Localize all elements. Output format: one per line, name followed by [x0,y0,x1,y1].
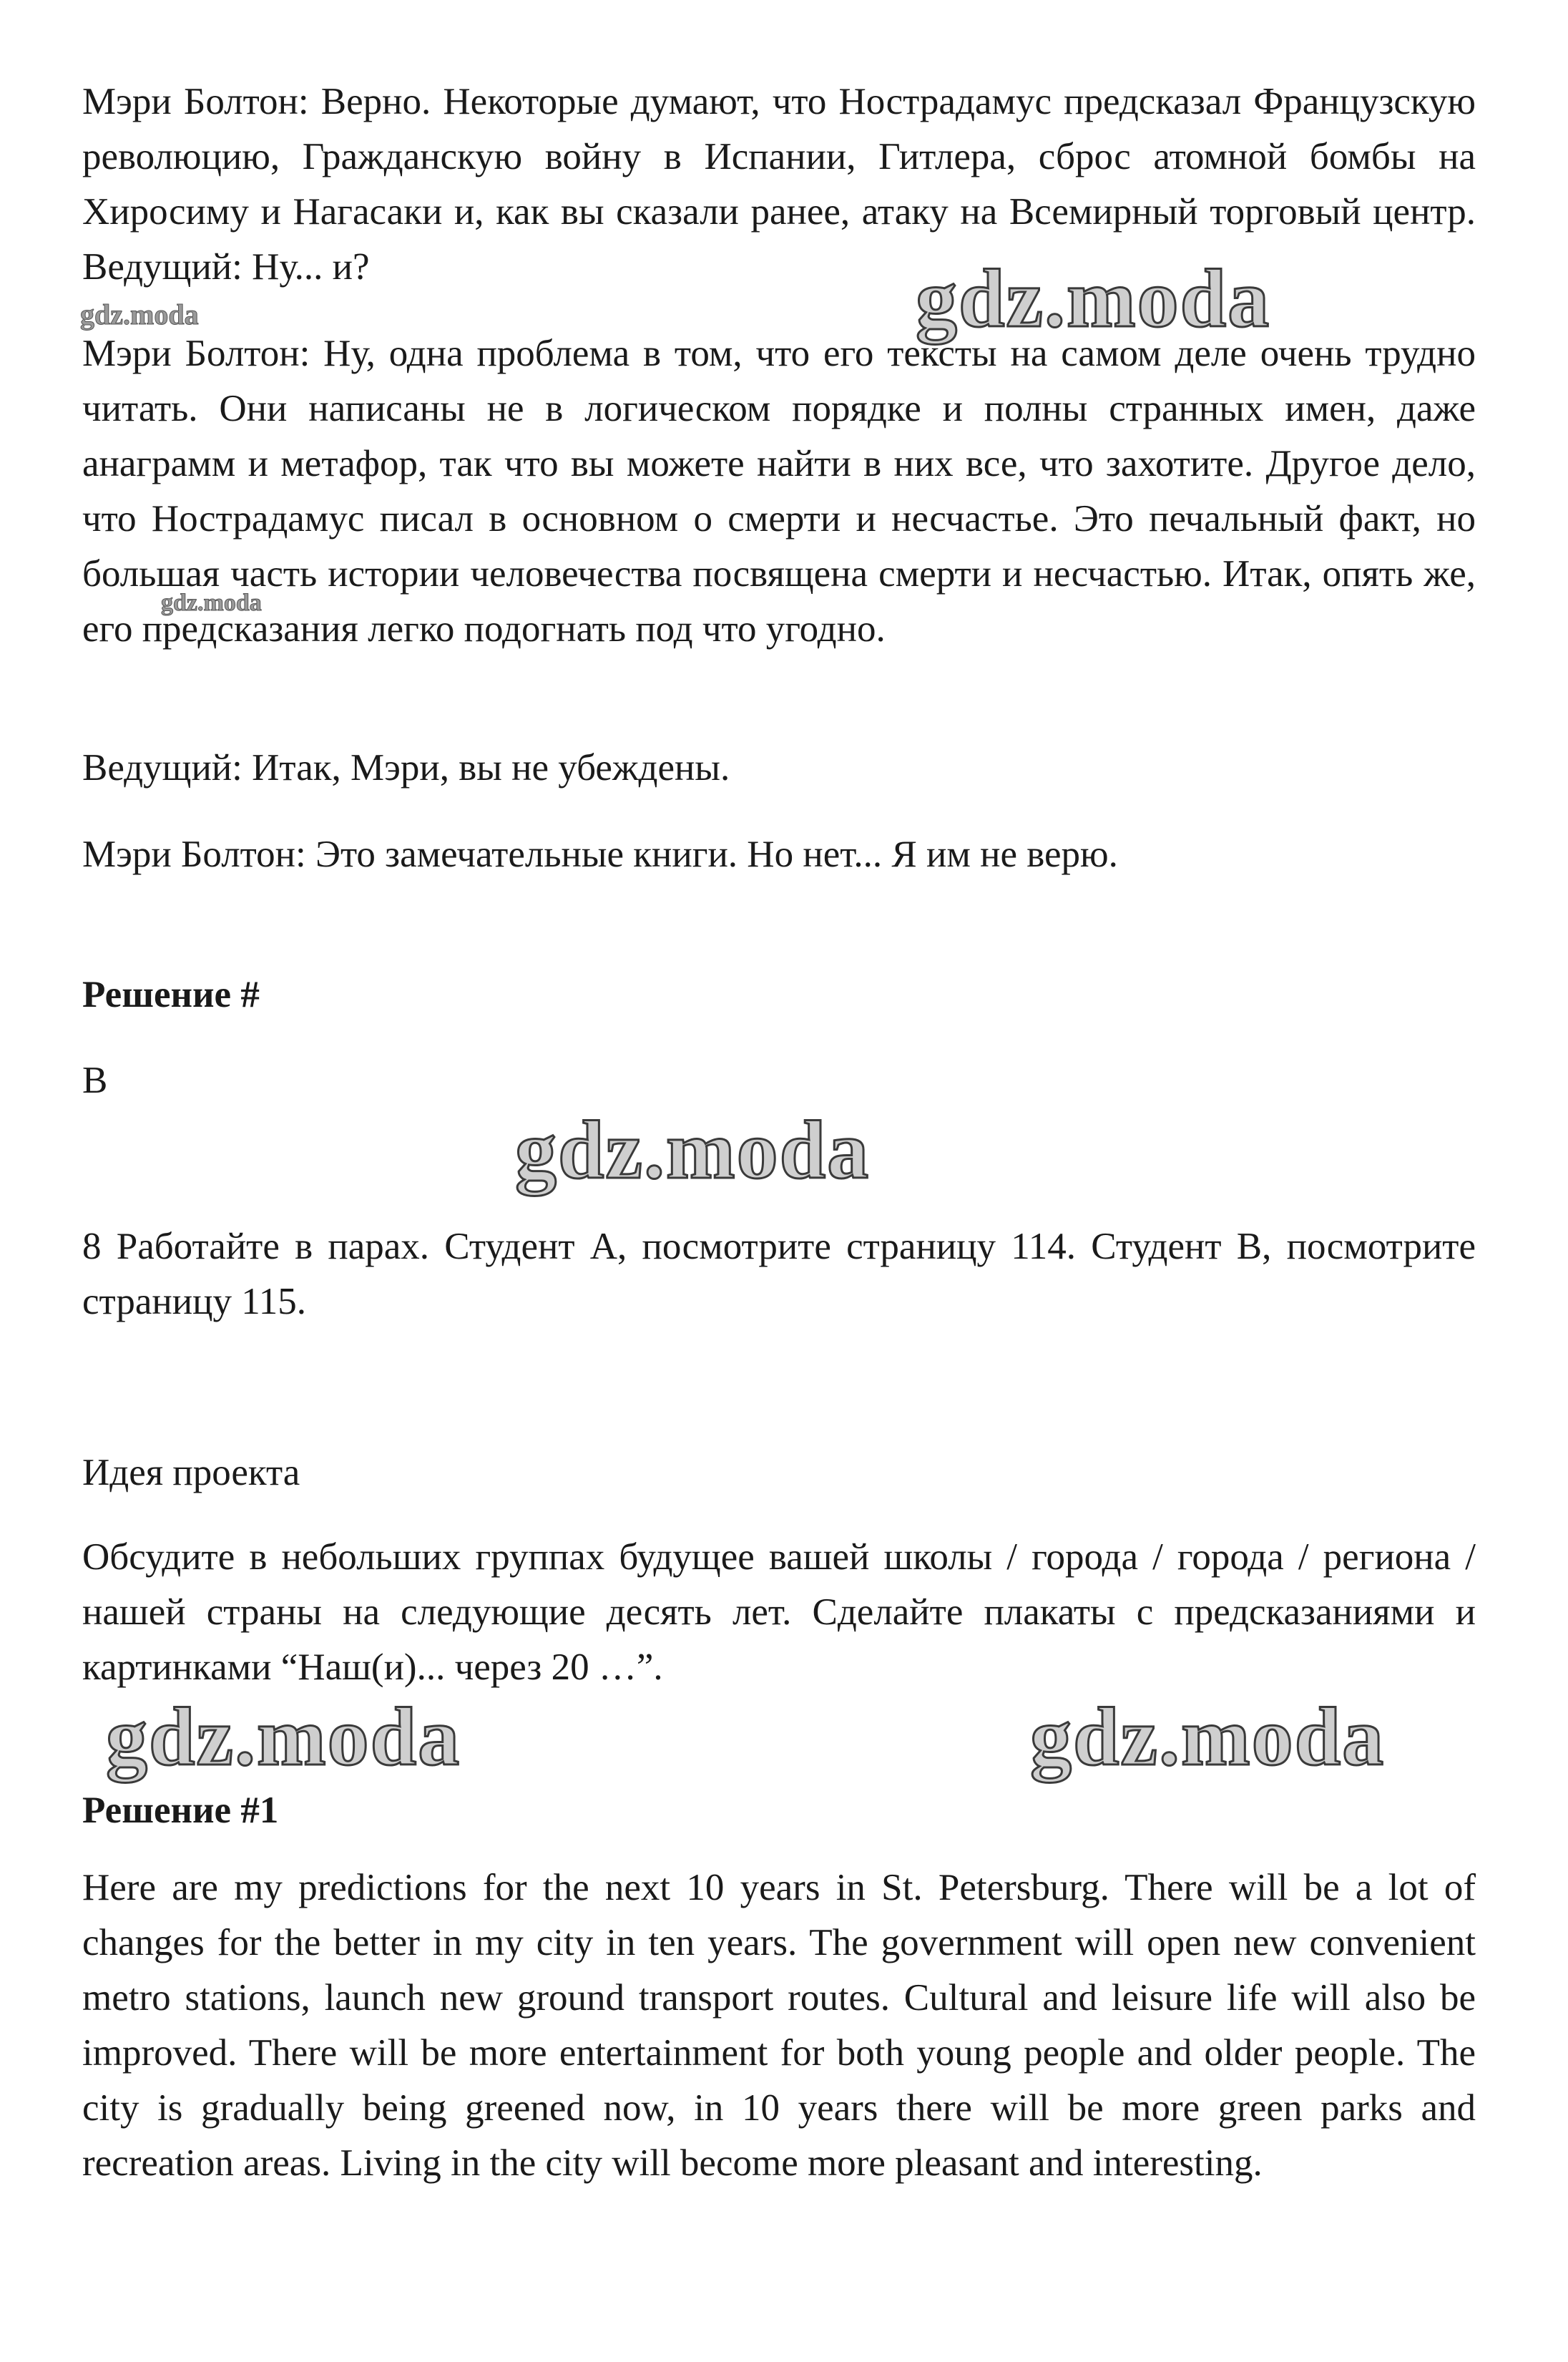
solution-answer: B [82,1060,108,1101]
watermark-logo-small: gdz.moda [161,590,262,616]
project-title: Идея проекта [82,1452,300,1493]
watermark-logo: gdz.moda [106,1692,461,1783]
solution-1-text: Here are my predictions for the next 10 years in St. Petersburg. There will be a lot of changes for the better in my city in ten years. The government will open new convenient metro stations, launch new ground transport routes. Cultural and leisure life will also be improved. There will be more entertainment for both young people and older people. The city is gradually being greened now, in 10 years there will be more green parks and recreation areas. Living in the city will become more pleasant and interesting. [82,1867,1476,2184]
watermark-logo-small: gdz.moda [80,298,199,331]
watermark-logo: gdz.moda [1030,1692,1386,1783]
dialogue-paragraph-4: Мэри Болтон: Это замечательные книги. Но нет... Я им не верю. [82,834,1118,875]
task-8-text: 8 Работайте в парах. Студент А, посмотрите страницу 114. Студент B, посмотрите страницу 115. [82,1226,1476,1322]
solution-heading: Решение # [82,974,260,1015]
watermark-logo: gdz.moda [916,253,1271,345]
watermark-logo: gdz.moda [515,1105,871,1196]
dialogue-paragraph-3: Ведущий: Итак, Мэри, вы не убеждены. [82,747,730,789]
dialogue-paragraph-2: Мэри Болтон: Ну, одна проблема в том, что его тексты на самом деле очень трудно читать. Они написаны не в логическом порядке и полны странных имен, даже анаграмм и метафор, так что вы можете найти в них все, что захотите. Другое дело, что Нострадамус писал в основном о смерти и несчастье. Это печальный факт, но большая часть истории человечества посвящена смерти и несчастью. Итак, опять же, его предсказания легко подогнать под что угодно. [82,333,1476,650]
dialogue-paragraph-1: Мэри Болтон: Верно. Некоторые думают, что Нострадамус предсказал Французскую революцию, Гражданскую войну в Испании, Гитлера, сброс атомной бомбы на Хиросиму и Нагасаки и, как вы сказали ранее, атаку на Всемирный торговый центр. Ведущий: Ну... и? [82,81,1476,288]
project-text: Обсудите в небольших группах будущее вашей школы / города / города / региона / нашей страны на следующие десять лет. Сделайте плакаты с предсказаниями и картинками “Наш(и)... через 20 …”. [82,1536,1476,1688]
solution-1-heading: Решение #1 [82,1790,279,1831]
